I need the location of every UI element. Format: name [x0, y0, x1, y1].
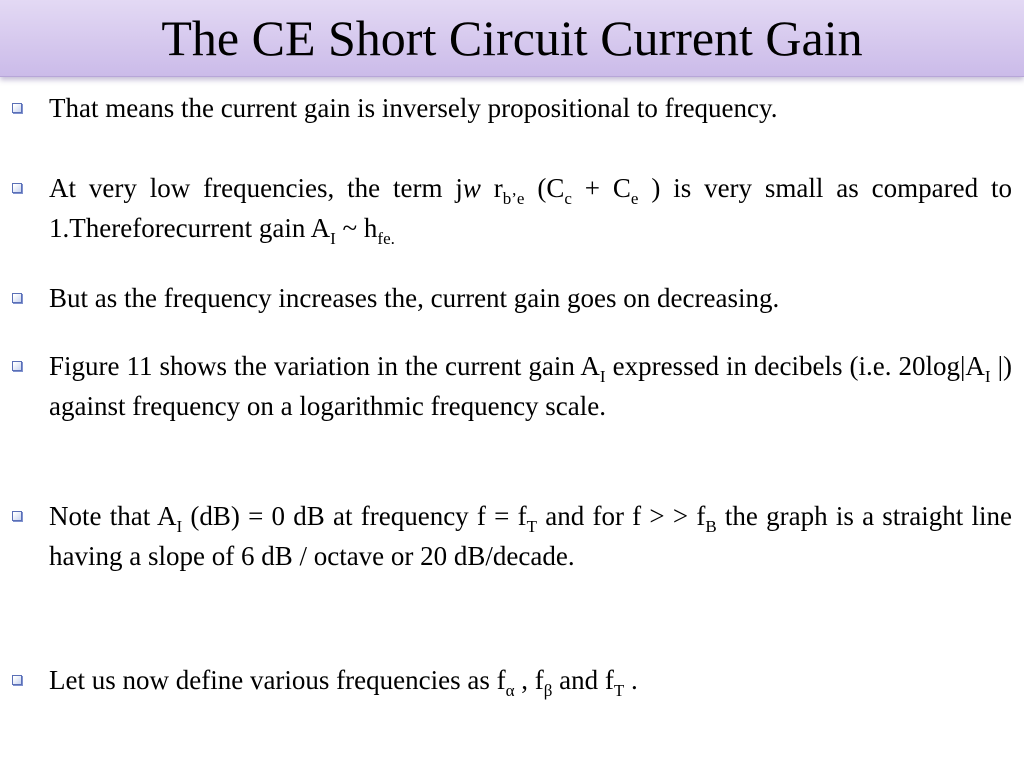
bullet-6-text: Let us now define various frequencies as $f_\alpha$ , $f_\beta$ and $f_T$ .	[49, 665, 638, 700]
bullet-1-text: That means the current gain is inversely propositional to frequency.	[49, 93, 778, 123]
bullet-square-icon	[12, 361, 22, 371]
bullet-2-text: At very low frequencies, the term jw $r_{b’e}$ ($C_c + C_e$ ) is very small as compared to 1.Thereforecurrent gain $A_I$ ~ $h_{fe.}$	[49, 173, 1012, 248]
bullet-3-text: But as the frequency increases the, current gain goes on decreasing.	[49, 283, 780, 313]
bullet-square-icon	[12, 293, 22, 303]
slide-title: The CE Short Circuit Current Gain	[161, 10, 863, 66]
bullet-square-icon	[12, 183, 22, 193]
bullet-5-text: Note that $A_I$ (dB) = 0 dB at frequency $f = f_T$ and for f > > $f_B$ the graph is a straight line having a slope of 6 dB / octave or 20 dB/decade.	[49, 501, 1013, 571]
bullet-4-text: Figure 11 shows the variation in the current gain $A_I$ expressed in decibels (i.e. $20\log|A_I$ |) against frequency on a logarithmic frequency scale.	[49, 351, 1012, 421]
bullet-square-icon	[12, 511, 22, 521]
title-bar	[0, 0, 1024, 77]
bullet-square-icon	[12, 675, 22, 685]
bullet-square-icon	[12, 103, 22, 113]
